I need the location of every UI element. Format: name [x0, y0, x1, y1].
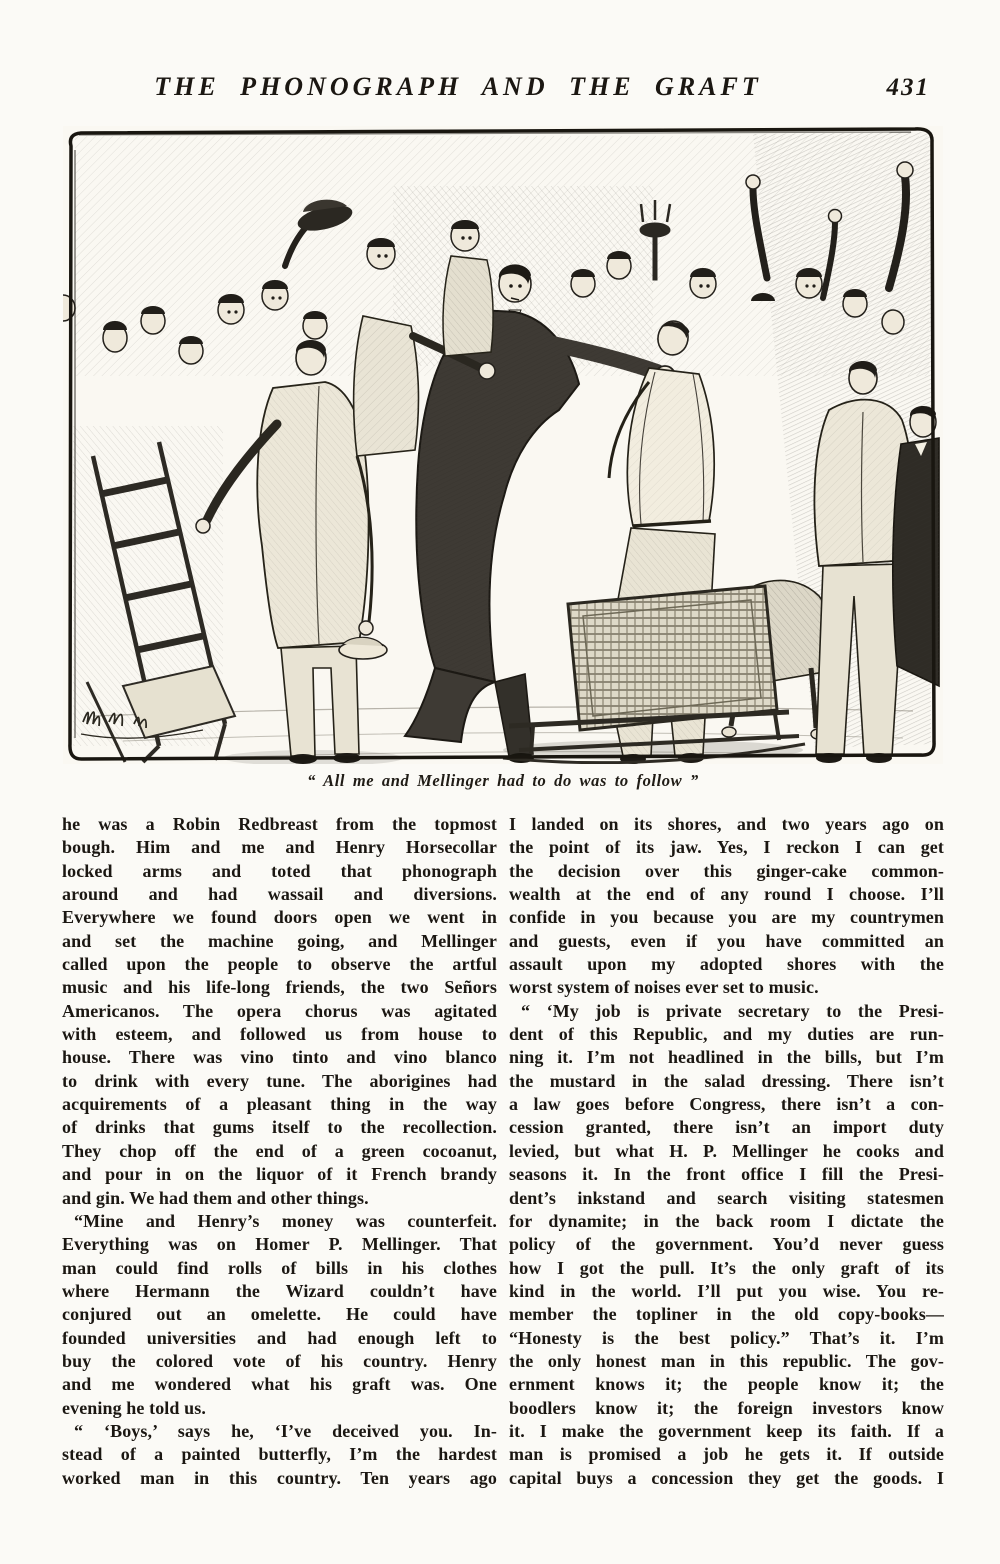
text-line: where Hermann the Wizard couldn’t have — [62, 1280, 497, 1301]
text-column-left — [62, 813, 497, 1490]
text-line: the only honest man in this republic. The gov- — [509, 1350, 944, 1371]
crowd-illustration — [63, 126, 943, 764]
illustration-plate — [63, 126, 943, 791]
text-line: locked arms and toted that phonograph — [62, 860, 497, 881]
text-line: and pour in on the liquor of it French brandy — [62, 1164, 497, 1185]
text-line: Americanos. The opera chorus was agitated — [62, 1000, 497, 1021]
text-column-right — [509, 813, 944, 1490]
text-line: Everything was on Homer P. Mellinger. That — [62, 1234, 497, 1255]
text-line: man is promised a job he gets it. If outside — [509, 1444, 944, 1465]
text-line: of drinks that gums itself to the recollection. — [62, 1117, 497, 1138]
text-line: boodlers know it; the foreign investors know — [509, 1397, 944, 1418]
text-line: bough. Him and me and Henry Horsecollar — [62, 837, 497, 858]
text-line: with esteem, and followed us from house to — [62, 1024, 497, 1045]
text-line: man could find rolls of bills in his clothes — [62, 1257, 497, 1278]
illustration-caption: “ All me and Mellinger had to do was to follow ” — [307, 771, 699, 790]
text-line: the mustard in the salad dressing. There isn’t — [509, 1070, 944, 1091]
text-line: evening he told us. — [62, 1397, 206, 1418]
text-line: and me wondered what his graft was. One — [62, 1374, 497, 1395]
text-line: he was a Robin Redbreast from the topmost — [62, 814, 497, 834]
text-line: member the topliner in the old copy-books— — [509, 1304, 944, 1325]
text-line: a law goes before Congress, there isn’t a con- — [509, 1094, 944, 1115]
text-line: dent of this Republic, and my duties are run- — [509, 1024, 944, 1045]
text-line: the point of its jaw. Yes, I reckon I can get — [509, 837, 944, 858]
page-number: 431 — [886, 74, 930, 101]
text-line: kind in the world. I’ll put you wise. You re- — [509, 1280, 944, 1301]
text-line: “Honesty is the best policy.” That’s it. I’m — [509, 1327, 944, 1348]
body-text — [62, 813, 944, 1490]
text-line: for dynamite; in the back room I dictate the — [509, 1210, 944, 1231]
text-line: I landed on its shores, and two years ago on — [509, 814, 944, 834]
text-line: it. I make the government keep its faith. If a — [509, 1420, 944, 1441]
text-line: capital buys a concession they get the goods. I — [509, 1467, 944, 1488]
text-line: how I got the pull. It’s the only graft of its — [509, 1257, 944, 1278]
text-line: house. There was vino tinto and vino blanco — [62, 1047, 497, 1068]
page-title: THE PHONOGRAPH AND THE GRAFT — [154, 72, 762, 101]
text-line: buy the colored vote of his country. Henry — [62, 1350, 497, 1371]
text-line: assault upon my adopted shores with the — [509, 954, 944, 975]
text-line: and guests, even if you have committed an — [509, 930, 944, 951]
text-line: worked man in this country. Ten years ago — [62, 1467, 497, 1488]
text-line: acquirements of a pleasant thing in the way — [62, 1094, 497, 1115]
text-line: around and had wassail and diversions. — [62, 884, 497, 905]
text-line: “ ‘Boys,’ says he, ‘I’ve deceived you. In- — [74, 1420, 497, 1441]
text-line: confide in you because you are my countrymen — [509, 907, 944, 928]
text-line: “ ‘My job is private secretary to the Presi- — [521, 1000, 944, 1021]
text-line: dent’s inkstand and search visiting statesmen — [509, 1187, 944, 1208]
text-line: ernment knows it; the people know it; the — [509, 1374, 944, 1395]
text-line: and set the machine going, and Mellinger — [62, 930, 497, 951]
text-line: wealth at the end of any round I choose. I’ll — [509, 884, 944, 905]
text-line: Everywhere we found doors open we went in — [62, 907, 497, 928]
text-line: and gin. We had them and other things. — [62, 1187, 369, 1208]
text-line: They chop off the end of a green cocoanut, — [62, 1140, 497, 1161]
text-line: music and his life-long friends, the two Señors — [62, 977, 497, 998]
text-line: levied, but what H. P. Mellinger he cooks and — [509, 1140, 944, 1161]
text-line: conjured out an omelette. He could have — [62, 1304, 497, 1325]
text-line: called upon the people to observe the artful — [62, 954, 497, 975]
text-line: ning it. I’m not headlined in the bills, but I’m — [509, 1047, 944, 1068]
text-line: worst system of noises ever set to music. — [509, 977, 819, 998]
text-line: stead of a painted butterfly, I’m the hardest — [62, 1444, 497, 1465]
text-line: the decision over this ginger-cake common- — [509, 860, 944, 881]
text-line: policy of the government. You’d never guess — [509, 1234, 944, 1255]
text-line: cession granted, there isn’t an import duty — [509, 1117, 944, 1138]
text-line: “Mine and Henry’s money was counterfeit. — [74, 1210, 497, 1231]
running-head — [62, 72, 944, 108]
text-line: to drink with every tune. The aborigines had — [62, 1070, 497, 1091]
text-line: seasons it. In the front office I fill the Presi- — [509, 1164, 944, 1185]
text-line: founded universities and had enough left to — [62, 1327, 497, 1348]
